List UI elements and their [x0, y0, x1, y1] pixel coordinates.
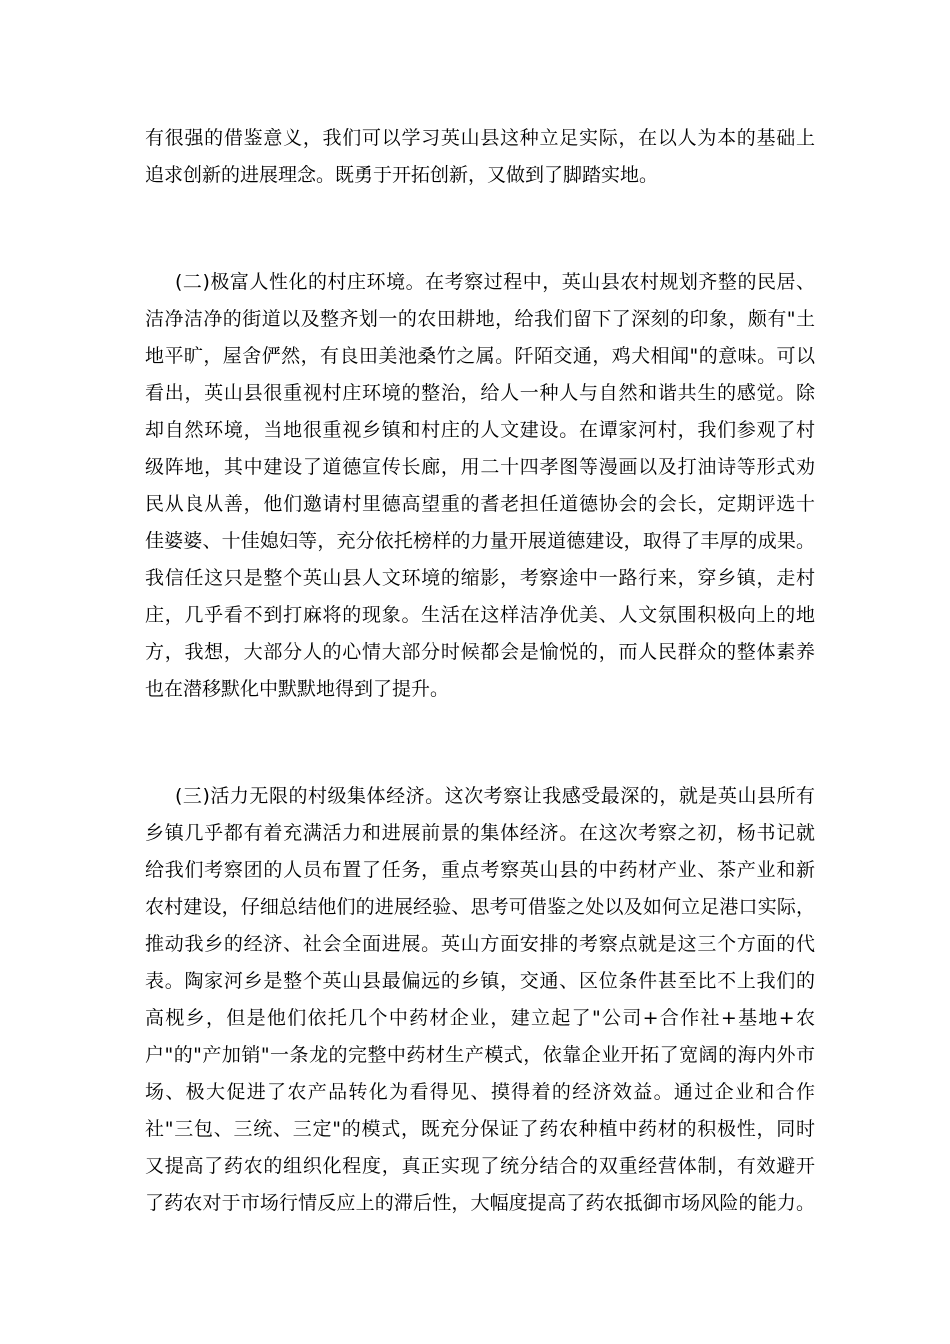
paragraph-1-line-1: 有很强的借鉴意义，我们可以学习英山县这种立足实际，在以人为本的基础上: [145, 127, 815, 149]
paragraph-3-line-5: 推动我乡的经济、社会全面进展。英山方面安排的考察点就是这三个方面的代: [145, 933, 815, 955]
paragraph-2-line-7: 民从良从善，他们邀请村里德高望重的耆老担任道德协会的会长，定期评选十: [145, 493, 815, 515]
paragraph-3-line-2: 乡镇几乎都有着充满活力和进展前景的集体经济。在这次考察之初，杨书记就: [145, 822, 815, 844]
paragraph-3-line-7: 高枧乡，但是他们依托几个中药材企业，建立起了"公司+合作社+基地+农: [145, 1007, 815, 1029]
paragraph-3-line-8: 户"的"产加销"一条龙的完整中药材生产模式，依靠企业开拓了宽阔的海内外市: [145, 1044, 815, 1066]
paragraph-2-line-10: 庄，几乎看不到打麻将的现象。生活在这样洁净优美、人文氛围积极向上的地: [145, 604, 815, 626]
paragraph-3-line-3: 给我们考察团的人员布置了任务，重点考察英山县的中药材产业、茶产业和新: [145, 859, 815, 881]
paragraph-3-line-9: 场、极大促进了农产品转化为看得见、摸得着的经济效益。通过企业和合作: [145, 1081, 815, 1103]
paragraph-2-line-6: 级阵地，其中建设了道德宣传长廊，用二十四孝图等漫画以及打油诗等形式劝: [145, 456, 815, 478]
paragraph-2-line-3: 地平旷，屋舍俨然，有良田美池桑竹之属。阡陌交通，鸡犬相闻"的意味。可以: [145, 345, 815, 367]
paragraph-3-line-4: 农村建设，仔细总结他们的进展经验、思考可借鉴之处以及如何立足港口实际，: [145, 896, 815, 918]
paragraph-2-line-1: (二)极富人性化的村庄环境。在考察过程中，英山县农村规划齐整的民居、: [175, 271, 815, 293]
paragraph-2-line-8: 佳婆婆、十佳媳妇等，充分依托榜样的力量开展道德建设，取得了丰厚的成果。: [145, 530, 815, 552]
paragraph-2-line-5: 却自然环境，当地很重视乡镇和村庄的人文建设。在谭家河村，我们参观了村: [145, 419, 815, 441]
paragraph-2-line-4: 看出，英山县很重视村庄环境的整治，给人一种人与自然和谐共生的感觉。除: [145, 382, 815, 404]
paragraph-3-line-12: 了药农对于市场行情反应上的滞后性，大幅度提高了药农抵御市场风险的能力。: [145, 1192, 815, 1214]
paragraph-2-line-9: 我信任这只是整个英山县人文环境的缩影，考察途中一路行来，穿乡镇，走村: [145, 567, 815, 589]
paragraph-3-line-11: 又提高了药农的组织化程度，真正实现了统分结合的双重经营体制，有效避开: [145, 1155, 815, 1177]
paragraph-3-line-1: (三)活力无限的村级集体经济。这次考察让我感受最深的，就是英山县所有: [175, 785, 815, 807]
paragraph-3-line-6: 表。陶家河乡是整个英山县最偏远的乡镇，交通、区位条件甚至比不上我们的: [145, 970, 815, 992]
paragraph-1-line-2: 追求创新的进展理念。既勇于开拓创新，又做到了脚踏实地。: [145, 164, 659, 186]
paragraph-2-line-12: 也在潜移默化中默默地得到了提升。: [145, 678, 450, 700]
paragraph-2-line-2: 洁净洁净的街道以及整齐划一的农田耕地，给我们留下了深刻的印象，颇有"土: [145, 308, 815, 330]
paragraph-2-line-11: 方，我想，大部分人的心情大部分时候都会是愉悦的，而人民群众的整体素养: [145, 641, 815, 663]
paragraph-3-line-10: 社"三包、三统、三定"的模式，既充分保证了药农种植中药材的积极性，同时: [145, 1118, 815, 1140]
